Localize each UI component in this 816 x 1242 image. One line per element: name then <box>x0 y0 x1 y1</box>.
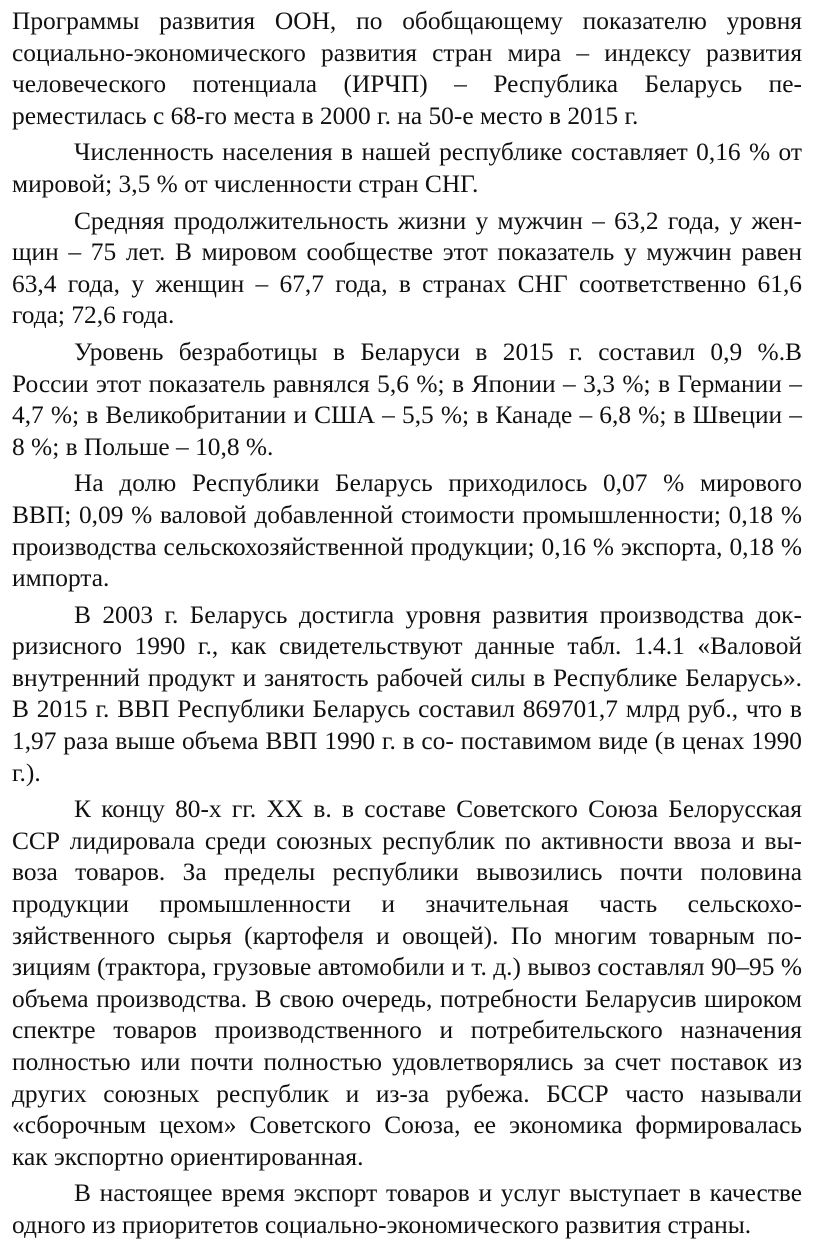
paragraph-world-share: На долю Республики Беларусь приходилось 0,07 % мирового ВВП; 0,09 % валовой добавленной стоимости промышленности; 0,18 % производства сельскохозяйственной продукции; 0,16 % экспорта, 0,18 % импорта. <box>12 469 802 593</box>
paragraph-undp-index: Программы развития ООН, по обобщающему показателю уровня социально-экономического развития стран мира – индексу развития человеческого потенциала (ИРЧП) – Республика Беларусь переместилась с 68-го места в 2000 г. на 50-е место в 2015 г. <box>12 7 802 130</box>
paragraph-soviet-trade: К концу 80-х гг. XX в. в составе Советского Союза Белорусская ССР лидировала среди союзных республик по активности ввоза и вывоза товаров. За пределы республики вывозились почти половина продукции промышленности и значительная часть сельскохозяйственного сырья (картофеля и овощей). По многим товарным позициям (трактора, грузовые автомобили и т. д.) вывоз составлял 90–95 % объема производства. В свою очередь, потребности Беларусив широком спектре товаров производственного и потребительского назначения полностью или почти полностью удовлетворялись за счет поставок из других союзных республик и из-за рубежа. БССР часто называли «сборочным цехом» Советского Союза, ее экономика формировалась как экспортно ориентированная. <box>12 795 802 1171</box>
paragraph-unemployment: Уровень безработицы в Беларуси в 2015 г. составил 0,9 %.В России этот показатель равнялся 5,6 %; в Японии – 3,3 %; в Германии – 4,7 %; в Великобритании и США – 5,5 %; в Канаде – 6,8 %; в Швеции – 8 %; в Польше – 10,8 %. <box>12 337 802 461</box>
paragraph-life-expectancy: Средняя продолжительность жизни у мужчин – 63,2 года, у женщин – 75 лет. В мировом сообществе этот показатель у мужчин равен 63,4 года, у женщин – 67,7 года, в странах СНГ соответственно 61,6 года; 72,6 года. <box>12 206 802 330</box>
paragraph-population: Численность населения в нашей республике составляет 0,16 % от мировой; 3,5 % от численности стран СНГ. <box>12 138 802 198</box>
paragraph-gdp-2003: В 2003 г. Беларусь достигла уровня развития производства докризисного 1990 г., как свидетельствуют данные табл. 1.4.1 «Валовой внутренний продукт и занятость рабочей силы в Республике Беларусь». В 2015 г. ВВП Республики Беларусь составил 869701,7 млрд руб., что в 1,97 раза выше объема ВВП 1990 г. в со- поставимом виде (в ценах 1990 г.). <box>12 600 802 787</box>
paragraph-export-priority: В настоящее время экспорт товаров и услуг выступает в качестве одного из приоритетов социально-экономического развития страны. <box>12 1179 802 1239</box>
